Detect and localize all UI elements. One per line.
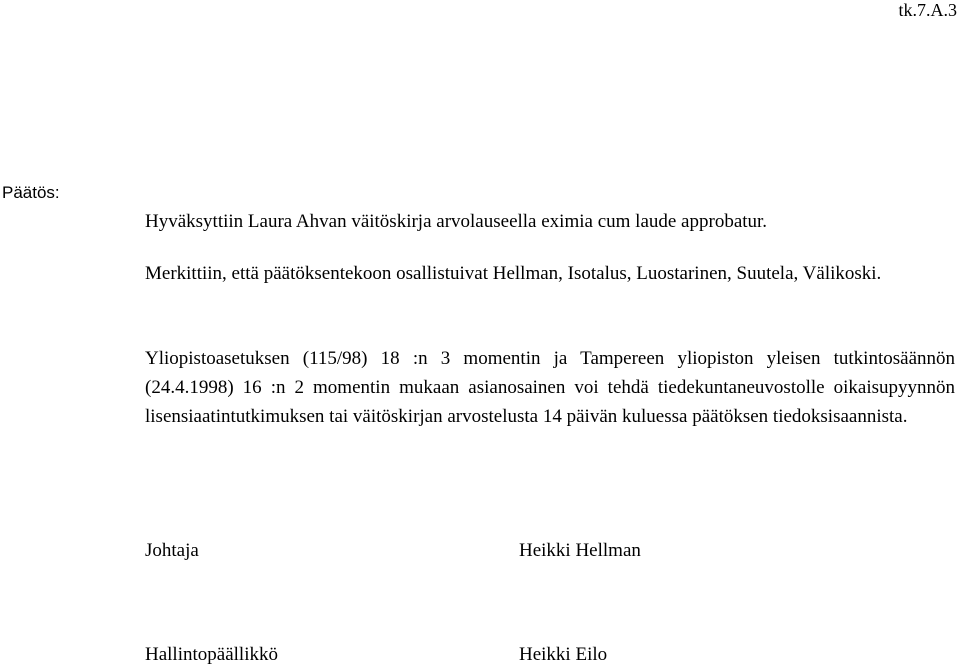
signature-name-admin-chief: Heikki Eilo bbox=[519, 644, 608, 665]
decision-paragraph-approval: Hyväksyttiin Laura Ahvan väitöskirja arvolauseella eximia cum laude approbatur. bbox=[145, 211, 768, 232]
document-reference: tk.7.A.3 bbox=[898, 0, 957, 20]
decision-paragraph-participants: Merkittiin, että päätöksentekoon osallistuivat Hellman, Isotalus, Luostarinen, Suutela, Välikoski. bbox=[145, 263, 882, 284]
signature-name-director: Heikki Hellman bbox=[519, 540, 641, 561]
signature-title-admin-chief: Hallintopäällikkö bbox=[145, 644, 278, 665]
decision-label: Päätös: bbox=[2, 183, 60, 202]
decision-paragraph-appeal-notice: Yliopistoasetuksen (115/98) 18 :n 3 momentin ja Tampereen yliopiston yleisen tutkintosäännön (24.4.1998) 16 :n 2 momentin mukaan asianosainen voi tehdä tiedekuntaneuvostolle oikaisupyynnön lisensiaatintutkimuksen tai väitöskirjan arvostelusta 14 päivän kuluessa päätöksen tiedoksisaannista. bbox=[145, 348, 955, 427]
signature-title-director: Johtaja bbox=[145, 540, 199, 561]
